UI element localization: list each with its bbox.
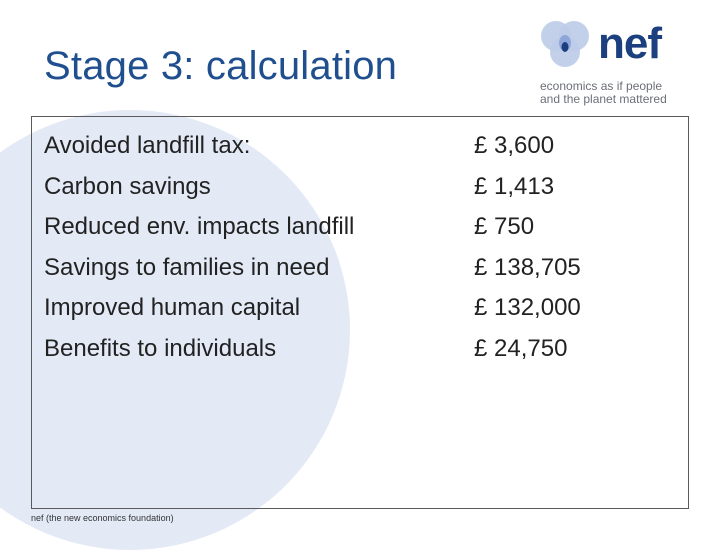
logo-tagline-line2: and the planet mattered	[540, 92, 667, 106]
item-label: Improved human capital	[44, 294, 301, 321]
item-value: £ 132,000	[474, 294, 581, 321]
logo-wordmark: nef	[598, 19, 661, 68]
nef-logo	[536, 16, 696, 108]
slide-footer: nef (the new economics foundation)	[31, 513, 174, 523]
item-value: £ 3,600	[474, 132, 555, 159]
overlapping-circles-icon	[536, 16, 598, 78]
calculation-list	[44, 128, 684, 371]
item-value: £ 138,705	[474, 253, 581, 281]
list-item	[44, 250, 684, 291]
item-value: £ 1,413	[474, 172, 555, 200]
list-item	[44, 169, 684, 210]
list-item	[44, 128, 684, 169]
list-item	[44, 290, 684, 331]
logo-tagline-line1: economics as if people	[540, 79, 663, 93]
item-label: Carbon savings	[44, 172, 211, 200]
item-label: Savings to families in need	[44, 253, 330, 281]
item-label: Reduced env. impacts landfill	[44, 213, 355, 240]
list-item	[44, 331, 684, 372]
item-label: Benefits to individuals	[44, 334, 277, 362]
logo-tagline	[540, 80, 696, 106]
slide-title: Stage 3: calculation	[44, 44, 398, 88]
item-value: £ 24,750	[474, 334, 568, 362]
item-value: £ 750	[474, 213, 535, 240]
item-label: Avoided landfill tax:	[44, 132, 251, 159]
list-item	[44, 209, 684, 250]
